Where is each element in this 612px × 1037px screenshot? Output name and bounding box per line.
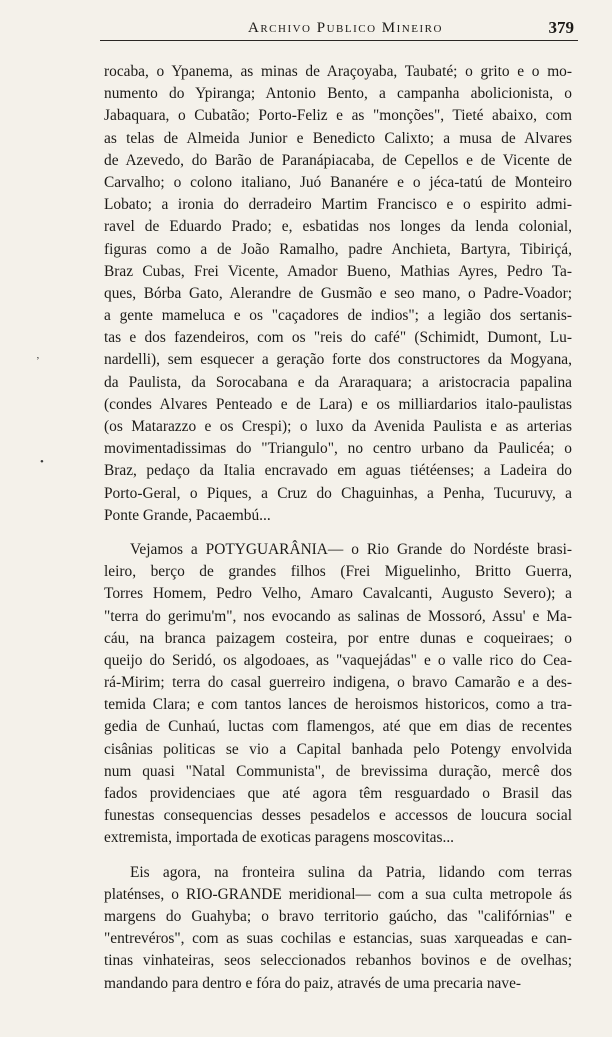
paragraph [104, 61, 572, 527]
text-line: gedia de Cunhaú, luctas com flamengos, até que em dias de recentes [104, 718, 572, 736]
text-line: rá-Mirim; terra do casal guerreiro indigena, o bravo Camarão e a des- [104, 674, 572, 692]
paragraph [104, 862, 572, 995]
text-line: queijo do Seridó, os algodoaes, as "vaquejádas" e o valle rico do Cea- [104, 651, 572, 669]
text-line: Carvalho; o colono italiano, Juó Bananére e o jéca-tatú de Monteiro [104, 173, 572, 191]
text-line: temida Clara; e com tantos lances de heroismos historicos, como a tra- [104, 696, 572, 714]
text-line: fados providenciaes que até agora têm resguardado o Brasil das [104, 785, 572, 802]
text-line: movimentadissimas do "Triangulo", no centro urbano da Paulicéa; o [104, 440, 572, 458]
text-line: (condes Alvares Penteado e de Lara) e os milliardarios italo-paulistas [104, 395, 572, 413]
text-line: da Paulista, da Sorocabana e da Araraquara; a aristocracia papalina [104, 373, 572, 391]
text-line: cáu, na branca paizagem costeira, por entre dunas e coqueiraes; o [104, 629, 572, 647]
text-line: funestas consequencias desses pesadelos e accessos de loucura social [104, 807, 572, 825]
text-line: Ponte Grande, Pacaembú... [104, 506, 271, 524]
running-header [100, 18, 578, 41]
text-line: figuras como a de João Ramalho, padre Anchieta, Bartyra, Tibiriçá, [104, 240, 572, 258]
body-text [104, 61, 572, 995]
text-line: tinas vinhateiras, seos seleccionados rebanhos bovinos e de ovelhas; [104, 952, 572, 970]
text-line: Vejamos a POTYGUARÂNIA— o Rio Grande do Nordéste brasi- [130, 540, 572, 558]
text-line: Jabaquara, o Cubatão; Porto-Feliz e as "monções", Tieté abaixo, com [104, 107, 572, 125]
text-line: num quasi "Natal Communista", de brevissima duração, mercê dos [104, 762, 572, 780]
page-number: 379 [548, 18, 574, 37]
text-line: as telas de Almeida Junior e Benedicto Calixto; a musa de Alvares [104, 129, 572, 147]
text-line: nardelli), sem esquecer a geração forte dos constructores da Mogyana, [104, 351, 572, 369]
text-line: leiro, berço de grandes filhos (Frei Miguelinho, Britto Guerra, [104, 563, 572, 581]
text-line: tas e dos fazendeiros, com os "reis do café" (Schimidt, Dumont, Lu- [104, 329, 572, 347]
text-line: (os Matarazzo e os Crespi); o luxo da Avenida Paulista e as arterias [104, 418, 572, 435]
text-line: Braz Cubas, Frei Vicente, Amador Bueno, Mathias Ayres, Pedro Ta- [104, 262, 572, 280]
text-line: Lobato; a ironia do derradeiro Martim Francisco e o espirito admi- [104, 196, 572, 214]
margin-mark: ’ [36, 355, 40, 367]
text-line: cisânias politicas se vio a Capital banhada pelo Potengy envolvida [104, 740, 572, 758]
text-line: Porto-Geral, o Piques, a Cruz do Chaguinhas, a Penha, Tucuruvy, a [104, 484, 572, 502]
paragraph-break [104, 527, 572, 539]
text-line: de Azevedo, do Barão de Paranápiacaba, de Cepellos e de Vicente de [104, 151, 572, 169]
text-line: mandando para dentro e fóra do paiz, através de uma precaria nave- [104, 974, 522, 992]
text-line: ques, Bórba Gato, Alerandre de Gusmão e seo mano, o Padre-Voador; [104, 284, 572, 302]
text-line: a gente mameluca e os "caçadores de indios"; a legião dos sertanis- [104, 307, 572, 325]
text-line: "entrevéros", com as suas cochilas e estancias, suas xarqueadas e can- [104, 930, 572, 948]
text-line: ravel de Eduardo Prado; e, esbatidas nos longes da lenda colonial, [104, 218, 572, 236]
text-line: numento do Ypiranga; Antonio Bento, a campanha abolicionista, o [104, 85, 572, 103]
paragraph [104, 539, 572, 850]
text-line: margens do Guahyba; o bravo territorio gaúcho, das "califórnias" e [104, 907, 572, 925]
text-line: rocaba, o Ypanema, as minas de Araçoyaba, Taubaté; o grito e o mo- [104, 63, 572, 80]
text-line: Eis agora, na fronteira sulina da Patria, lidando com terras [130, 863, 572, 881]
text-line: Torres Homem, Pedro Velho, Amaro Cavalcanti, Augusto Severo); a [104, 585, 572, 603]
paragraph-break [104, 850, 572, 862]
journal-title: Archivo Publico Mineiro [248, 20, 443, 36]
text-line: Braz, pedaço da Italia encravado em aguas tiétéenses; a Ladeira do [104, 462, 572, 480]
text-line: "terra do gerimu'm", nos evocando as salinas de Mossoró, Assu' e Ma- [104, 607, 572, 625]
text-line: platénses, o RIO-GRANDE meridional— com a sua culta metropole ás [104, 885, 572, 903]
margin-mark: • [40, 456, 44, 468]
text-line: extremista, importada de exoticas paragens moscovitas... [104, 829, 455, 847]
